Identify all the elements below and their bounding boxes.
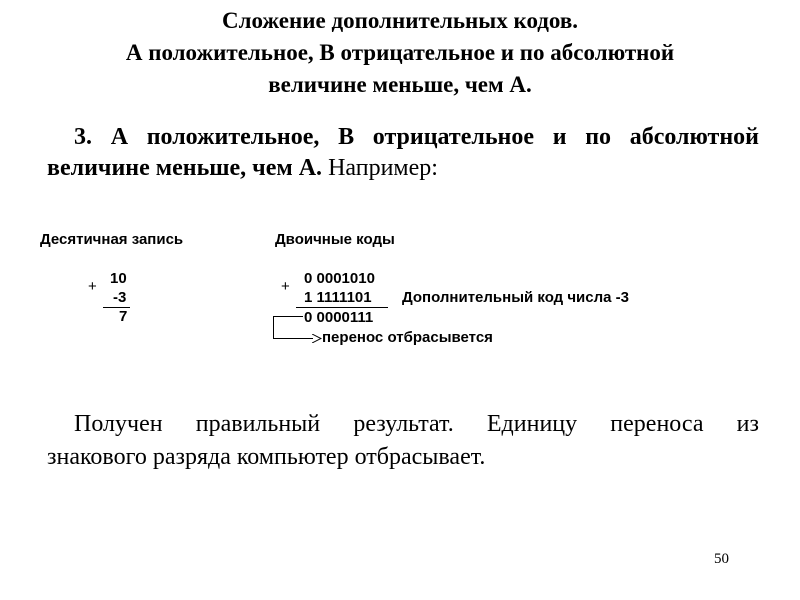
carry-arrow-head-icon <box>312 334 322 343</box>
case-statement-line-2 <box>47 156 759 180</box>
conclusion-text-1: Получен правильный результат. Единицу переноса из <box>74 411 759 437</box>
binary-codes-header: Двоичные коды <box>275 231 395 248</box>
carry-arrow-shaft <box>273 338 313 339</box>
slide-title-line-3: величине меньше, чем А. <box>268 72 532 97</box>
binary-operand-2: 1 1111101 <box>304 289 372 306</box>
decimal-notation-header: Десятичная запись <box>40 231 184 248</box>
binary-operand-1: 0 0001010 <box>304 270 375 287</box>
carry-discarded-note: перенос отбрасывется <box>322 329 493 346</box>
case-statement-line-1 <box>47 125 759 149</box>
decimal-result: 7 <box>119 308 128 325</box>
conclusion-line-2: знакового разряда компьютер отбрасывает. <box>47 444 486 470</box>
page-number: 50 <box>714 551 729 567</box>
slide-title-line-2: А положительное, В отрицательное и по абсолютной <box>125 40 675 65</box>
case-statement-text-1: 3. А положительное, В отрицательное и по абсолютной <box>74 124 759 150</box>
slide-title-line-1: Сложение дополнительных кодов. <box>221 8 579 33</box>
binary-result: 0 0000111 <box>304 309 374 326</box>
case-statement-bold-text: величине меньше, чем А. <box>47 155 323 181</box>
case-statement-rest-text: Например: <box>322 155 438 181</box>
decimal-plus-sign: + <box>88 278 97 295</box>
binary-sum-line <box>296 307 388 308</box>
decimal-operand-1: 10 <box>110 270 127 287</box>
operand-2-note: Дополнительный код числа -3 <box>402 289 629 306</box>
decimal-operand-2: -3 <box>113 289 127 306</box>
carry-bracket-top <box>273 316 303 317</box>
carry-bracket-side <box>273 316 274 338</box>
conclusion-line-1 <box>47 412 759 436</box>
binary-plus-sign: + <box>281 278 290 295</box>
